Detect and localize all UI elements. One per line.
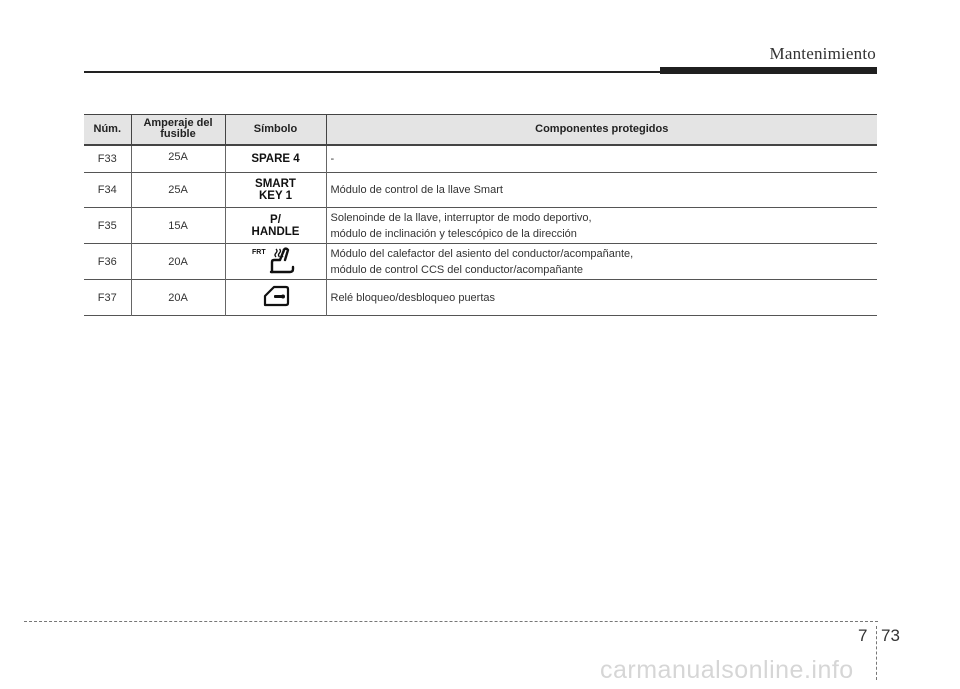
component-line2: módulo de inclinación y telescópico de la dirección — [330, 227, 577, 240]
fuse-amperage: 25A — [131, 173, 225, 208]
header-rule-accent — [660, 67, 877, 74]
table-row — [84, 280, 877, 316]
protected-components — [326, 208, 877, 244]
watermark: carmanualsonline.info — [600, 656, 854, 684]
page-number-divider — [876, 626, 877, 680]
symbol-text-line2: KEY 1 — [258, 190, 292, 202]
col-header-amperage-line2: fusible — [160, 128, 196, 141]
chapter-number: 7 — [858, 626, 868, 645]
table-row — [84, 173, 877, 208]
table-header-row — [84, 115, 877, 145]
table-row — [84, 244, 877, 280]
fuse-number: F34 — [84, 173, 131, 208]
symbol-text: SPARE 4 — [251, 152, 300, 165]
protected-components: Módulo de control de la llave Smart — [330, 184, 503, 196]
door-lock-icon — [262, 284, 290, 308]
symbol-text-line1: SMART — [255, 178, 296, 190]
protected-components — [326, 244, 877, 280]
fuse-symbol — [225, 244, 326, 280]
fuse-amperage: 20A — [131, 244, 225, 280]
fuse-number: F33 — [84, 145, 131, 173]
table-row — [84, 145, 877, 173]
page-header-title: Mantenimiento — [769, 44, 876, 63]
col-header-amperage — [131, 115, 225, 145]
col-header-num: Núm. — [84, 115, 131, 145]
frt-label: FRT — [251, 249, 266, 256]
component-line1: Módulo del calefactor del asiento del conductor/acompañante, — [330, 247, 634, 260]
fuse-amperage: 25A — [131, 145, 225, 173]
fuse-symbol — [225, 208, 326, 244]
table-row — [84, 208, 877, 244]
fuse-amperage: 15A — [131, 208, 225, 244]
fuse-table — [84, 114, 877, 316]
col-header-amperage-line1: Amperaje del — [143, 117, 213, 130]
col-header-components: Componentes protegidos — [535, 122, 669, 135]
symbol-text-line1: P/ — [270, 213, 281, 226]
protected-components: - — [330, 152, 335, 165]
fuse-symbol — [225, 173, 326, 208]
fuse-symbol — [225, 280, 326, 316]
front-seat-heater-icon — [250, 246, 302, 274]
page-number: 73 — [881, 626, 900, 645]
protected-components: Relé bloqueo/desbloqueo puertas — [330, 291, 496, 304]
fuse-amperage: 20A — [131, 280, 225, 316]
header-rule — [84, 71, 660, 73]
fuse-number: F37 — [84, 280, 131, 316]
symbol-text-line2: HANDLE — [251, 225, 300, 238]
component-line2: módulo de control CCS del conductor/acompañante — [330, 263, 584, 276]
fuse-number: F36 — [84, 244, 131, 280]
col-header-symbol: Símbolo — [225, 115, 326, 145]
footer-rule — [24, 621, 878, 623]
component-line1: Solenoinde de la llave, interruptor de modo deportivo, — [330, 211, 592, 224]
fuse-number: F35 — [84, 208, 131, 244]
fuse-symbol — [225, 145, 326, 173]
